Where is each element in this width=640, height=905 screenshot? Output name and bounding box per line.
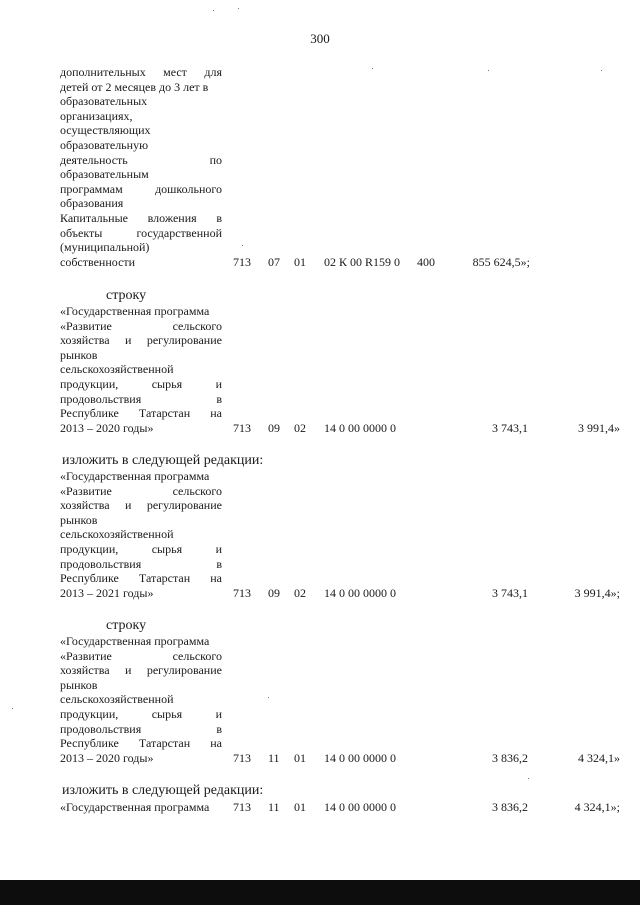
name-word: на [210,736,222,751]
name-word: хозяйства [60,663,110,678]
name-line [60,362,222,377]
name-word: сельского [172,483,222,498]
cell-target-article: 14 0 00 0000 0 [324,421,396,435]
name-line [60,153,222,168]
name-word: продукции, [60,376,119,391]
name-line [60,65,222,80]
name-word: «Государственная программа [60,800,210,814]
name-word: сельскохозяйственной [60,527,174,542]
name-line [60,348,222,363]
name-word: 2013 – 2020 годы» [60,750,154,765]
name-word: 2013 – 2021 годы» [60,585,154,600]
name-word: сырья [151,541,183,556]
name-word: Республике [60,736,119,751]
name-word: по [209,152,222,167]
cell-target-article: 14 0 00 0000 0 [324,800,396,814]
name-line [60,736,222,751]
cell-sum-1: 3 743,1 [492,586,528,600]
cell-subsection: 01 [294,751,306,765]
heading-izlozhit-2: изложить в следующей редакции: [62,783,264,798]
cell-section: 09 [268,421,280,435]
scan-speck [372,68,373,69]
cell-ministry: 713 [233,800,251,814]
name-line [60,406,222,421]
cell-target-article: 02 К 00 R159 0 [324,255,401,269]
name-word: осуществляющих [60,123,151,138]
name-line [60,240,222,255]
name-word: объекты [60,225,103,240]
name-word: в [216,721,222,736]
name-word: регулирование [146,663,222,678]
scan-speck [242,245,243,246]
name-word: Татарстан [138,571,191,586]
cell-section: 11 [268,800,280,814]
cell-expense-type: 400 [417,255,435,269]
name-word: организациях, [60,108,133,123]
name-word: рынков [60,677,98,692]
name-word: «Государственная программа [60,469,210,483]
name-word: деятельность [60,152,128,167]
name-word: в [216,556,222,571]
name-line [60,634,222,649]
scan-speck [238,8,239,9]
cell-ministry: 713 [233,421,251,435]
name-line [60,94,222,109]
name-word: и [125,498,132,513]
cell-sum-2: 3 991,4» [578,421,620,435]
cell-subsection: 02 [294,421,306,435]
cell-sum-2: 3 991,4»; [574,586,620,600]
row-name [60,634,222,765]
name-line [60,377,222,392]
name-line [60,649,222,664]
name-line [60,138,222,153]
cell-subsection: 01 [294,255,306,269]
name-word: регулирование [146,333,222,348]
cell-ministry: 713 [233,255,251,269]
name-line [60,800,222,815]
scan-speck [12,708,13,709]
row-name [60,304,222,435]
name-word: сельского [172,318,222,333]
name-word: мест [163,65,187,79]
name-line [60,333,222,348]
name-word: и [215,376,222,391]
name-word: (муниципальной) [60,240,150,255]
name-line [60,123,222,138]
name-line [60,527,222,542]
name-word: «Развитие [60,648,112,663]
name-word: образовательных [60,94,148,109]
cell-section: 07 [268,255,280,269]
name-line [60,707,222,722]
name-word: Республике [60,571,119,586]
name-word: в [216,391,222,406]
name-line [60,109,222,124]
name-word: образования [60,196,124,211]
name-line [60,392,222,407]
name-word: хозяйства [60,498,110,513]
cell-ministry: 713 [233,586,251,600]
name-word: продукции, [60,706,119,721]
cell-section: 11 [268,751,280,765]
name-word: «Государственная программа [60,304,210,318]
cell-subsection: 02 [294,586,306,600]
name-word: рынков [60,347,98,362]
name-word: в [216,210,222,225]
name-line [60,255,222,270]
name-line [60,722,222,737]
name-word: и [125,663,132,678]
name-line [60,571,222,586]
scan-speck [488,70,489,71]
name-word: дополнительных [60,65,146,79]
name-word: Татарстан [138,736,191,751]
name-word: образовательную [60,137,149,152]
name-line [60,196,222,211]
page-number: 300 [310,31,330,46]
name-word: дошкольного [155,181,222,196]
name-word: сельскохозяйственной [60,362,174,377]
name-word: и [215,541,222,556]
name-word: «Развитие [60,483,112,498]
name-word: государственной [136,225,222,240]
name-word: Республике [60,406,119,421]
scan-speck [268,697,269,698]
name-word: хозяйства [60,333,110,348]
name-line [60,663,222,678]
name-line [60,421,222,436]
name-word: для [204,65,222,79]
name-word: сырья [151,706,183,721]
name-line [60,211,222,226]
cell-sum-2: 4 324,1»; [574,800,620,814]
name-word: «Государственная программа [60,634,210,648]
name-line [60,226,222,241]
cell-ministry: 713 [233,751,251,765]
name-line [60,678,222,693]
name-word: сырья [151,376,183,391]
scan-speck [601,70,602,71]
cell-sum-1: 3 836,2 [492,800,528,814]
row-name [60,469,222,600]
heading-stroku-2: строку [106,618,147,633]
name-word: Капитальные [60,210,128,225]
name-word: продовольствия [60,556,142,571]
cell-sum-1: 3 743,1 [492,421,528,435]
cell-sum-1: 3 836,2 [492,751,528,765]
name-line [60,498,222,513]
scan-bottom-border [0,880,640,905]
name-word: регулирование [146,498,222,513]
name-word: продовольствия [60,391,142,406]
name-word: «Развитие [60,318,112,333]
name-line [60,167,222,182]
name-word: Татарстан [138,406,191,421]
name-word: рынков [60,512,98,527]
cell-target-article: 14 0 00 0000 0 [324,586,396,600]
cell-target-article: 14 0 00 0000 0 [324,751,396,765]
row-name [60,800,222,815]
name-word: образовательным [60,167,149,182]
name-word: на [210,571,222,586]
heading-stroku: строку [106,288,147,303]
name-word: продовольствия [60,721,142,736]
name-line [60,182,222,197]
name-word: собственности [60,254,136,269]
cell-subsection: 01 [294,800,306,814]
name-line [60,542,222,557]
name-word: сельскохозяйственной [60,692,174,707]
scan-speck [213,10,214,11]
scan-speck [528,778,529,779]
name-word: и [215,706,222,721]
cell-section: 09 [268,586,280,600]
name-line [60,692,222,707]
heading-izlozhit: изложить в следующей редакции: [62,453,264,468]
name-line [60,80,222,95]
name-line [60,557,222,572]
name-line [60,586,222,601]
name-word: и [125,333,132,348]
name-word: детей от 2 месяцев до 3 лет в [60,79,209,94]
name-word: программам [60,181,123,196]
row-name [60,65,222,269]
name-word: на [210,406,222,421]
name-line [60,469,222,484]
name-word: продукции, [60,541,119,556]
name-word: 2013 – 2020 годы» [60,420,154,435]
name-word: вложения [147,210,197,225]
cell-sum-2: 4 324,1» [578,751,620,765]
name-line [60,304,222,319]
name-word: сельского [172,648,222,663]
name-line [60,751,222,766]
name-line [60,484,222,499]
name-line [60,513,222,528]
name-line [60,319,222,334]
cell-sum-1: 855 624,5»; [472,255,530,269]
